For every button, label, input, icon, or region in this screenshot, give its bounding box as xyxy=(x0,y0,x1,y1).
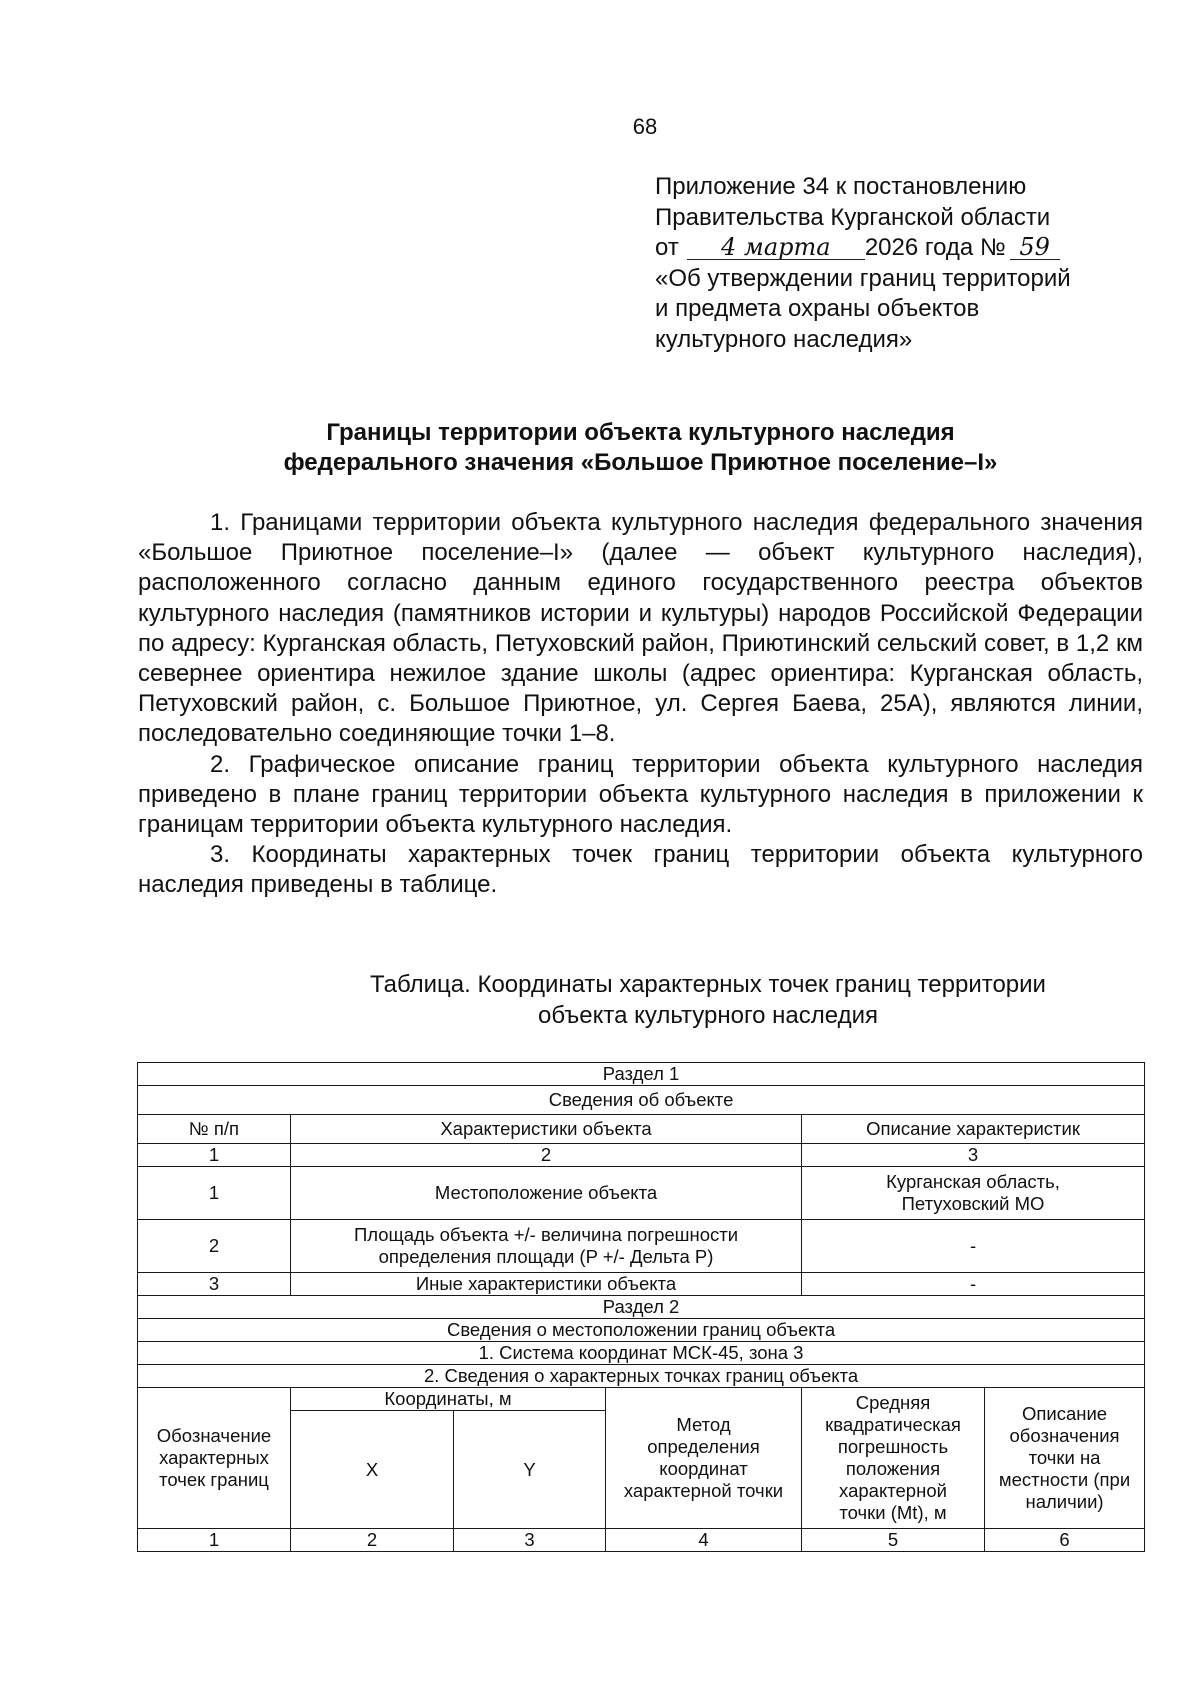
body-text xyxy=(138,508,1143,901)
numbering-cell: 1 xyxy=(138,1144,291,1167)
header-line: положения xyxy=(845,1458,941,1479)
header-cell: Характеристики объекта xyxy=(291,1115,802,1144)
appendix-block xyxy=(655,172,1071,355)
column-number: 1 xyxy=(138,1529,291,1552)
appendix-line: культурного наследия» xyxy=(655,325,913,353)
header-line: погрешность xyxy=(837,1436,949,1457)
paragraph: 2. Графическое описание границ территории объекта культурного наследия приведено в плане границ территории объекта культурного наследия в приложении к границам территории объекта культурного наследия. xyxy=(138,750,1143,839)
numbering-cell: 2 xyxy=(291,1144,802,1167)
header-line: точек границ xyxy=(159,1469,269,1490)
header-designation xyxy=(138,1388,291,1529)
characteristic-description: - xyxy=(802,1273,1145,1296)
name-line: определения площади (P +/- Дельта P) xyxy=(378,1246,714,1267)
desc-line: Курганская область, xyxy=(886,1171,1060,1192)
caption-line: объекта культурного наследия xyxy=(537,1001,879,1029)
header-line: наличии) xyxy=(1025,1491,1104,1512)
table-row xyxy=(138,1273,1145,1296)
title-line: федерального значения «Большое Приютное поселение–I» xyxy=(283,449,998,476)
appendix-line: Правительства Курганской области xyxy=(655,203,1051,231)
header-description xyxy=(985,1388,1145,1529)
numbering-cell: 3 xyxy=(802,1144,1145,1167)
table-caption xyxy=(258,970,1158,1031)
header-line: квадратическая xyxy=(825,1414,961,1435)
header-error xyxy=(802,1388,985,1529)
header-line: характерной точки xyxy=(623,1480,784,1501)
appendix-line: «Об утверждении границ территорий xyxy=(655,264,1071,292)
characteristic-name xyxy=(291,1220,802,1273)
points-title: 2. Сведения о характерных точках границ объекта xyxy=(138,1365,1145,1388)
table-row xyxy=(138,1220,1145,1273)
header-x: X xyxy=(291,1411,454,1529)
row-number: 2 xyxy=(138,1220,291,1273)
header-coordinates: Координаты, м xyxy=(291,1388,606,1411)
characteristic-description: - xyxy=(802,1220,1145,1273)
appendix-line: и предмета охраны объектов xyxy=(655,295,980,322)
header-cell: Описание характеристик xyxy=(802,1115,1145,1144)
header-line: характерной xyxy=(839,1480,947,1501)
handwritten-date: 4 марта xyxy=(687,235,865,260)
title-line: Границы территории объекта культурного наследия xyxy=(326,419,955,446)
header-cell: № п/п xyxy=(138,1115,291,1144)
appendix-line: Приложение 34 к постановлению xyxy=(655,173,1027,200)
characteristic-name: Местоположение объекта xyxy=(291,1167,802,1220)
appendix-date-line xyxy=(655,233,1071,264)
year-text: 2026 года № xyxy=(864,234,1006,261)
table-row xyxy=(138,1167,1145,1220)
coordinate-system: 1. Система координат МСК-45, зона 3 xyxy=(138,1342,1145,1365)
column-number: 3 xyxy=(454,1529,606,1552)
header-line: определения xyxy=(647,1436,760,1457)
header-line: характерных xyxy=(159,1447,269,1468)
section-title: Сведения об объекте xyxy=(138,1086,1145,1115)
header-y: Y xyxy=(454,1411,606,1529)
handwritten-number: 59 xyxy=(1010,235,1060,260)
header-line: точки (Mt), м xyxy=(839,1502,947,1523)
paragraph: 1. Границами территории объекта культурного наследия федерального значения «Большое Приютное поселение–I» (далее — объект культурного наследия), расположенного согласно данным единого государственного реестра объектов культурного наследия (памятников истории и культуры) народов Российской Федерации по адресу: Курганская область, Петуховский район, Приютинский сельский совет, в 1,2 км севернее ориентира нежилое здание школы (адрес ориентира: Курганская область, Петуховский район, с. Большое Приютное, ул. Сергея Баева, 25А), являются линии, последовательно соединяющие точки 1–8. xyxy=(138,509,1143,748)
caption-line: Таблица. Координаты характерных точек границ территории xyxy=(370,971,1046,998)
header-line: местности (при xyxy=(998,1469,1131,1490)
row-number: 1 xyxy=(138,1167,291,1220)
document-title xyxy=(138,418,1143,478)
characteristic-description xyxy=(802,1167,1145,1220)
page-number: 68 xyxy=(632,114,658,139)
column-number: 2 xyxy=(291,1529,454,1552)
name-line: Площадь объекта +/- величина погрешности xyxy=(353,1224,739,1245)
coordinates-table xyxy=(137,1062,1145,1552)
header-line: обозначения xyxy=(1009,1425,1120,1446)
characteristic-name: Иные характеристики объекта xyxy=(291,1273,802,1296)
header-line: Описание xyxy=(1021,1403,1108,1424)
column-number: 5 xyxy=(802,1529,985,1552)
row-number: 3 xyxy=(138,1273,291,1296)
header-method xyxy=(606,1388,802,1529)
header-line: Средняя xyxy=(855,1392,931,1413)
date-prefix: от xyxy=(655,234,679,261)
section-title: Сведения о местоположении границ объекта xyxy=(138,1319,1145,1342)
desc-line: Петуховский МО xyxy=(901,1193,1045,1214)
header-line: координат xyxy=(659,1458,748,1479)
paragraph: 3. Координаты характерных точек границ территории объекта культурного наследия приведены в таблице. xyxy=(138,841,1143,899)
section-heading: Раздел 1 xyxy=(138,1063,1145,1086)
header-line: точки на xyxy=(1028,1447,1101,1468)
header-line: Метод xyxy=(676,1414,731,1435)
section-heading: Раздел 2 xyxy=(138,1296,1145,1319)
column-number: 4 xyxy=(606,1529,802,1552)
column-number: 6 xyxy=(985,1529,1145,1552)
header-line: Обозначение xyxy=(156,1425,272,1446)
